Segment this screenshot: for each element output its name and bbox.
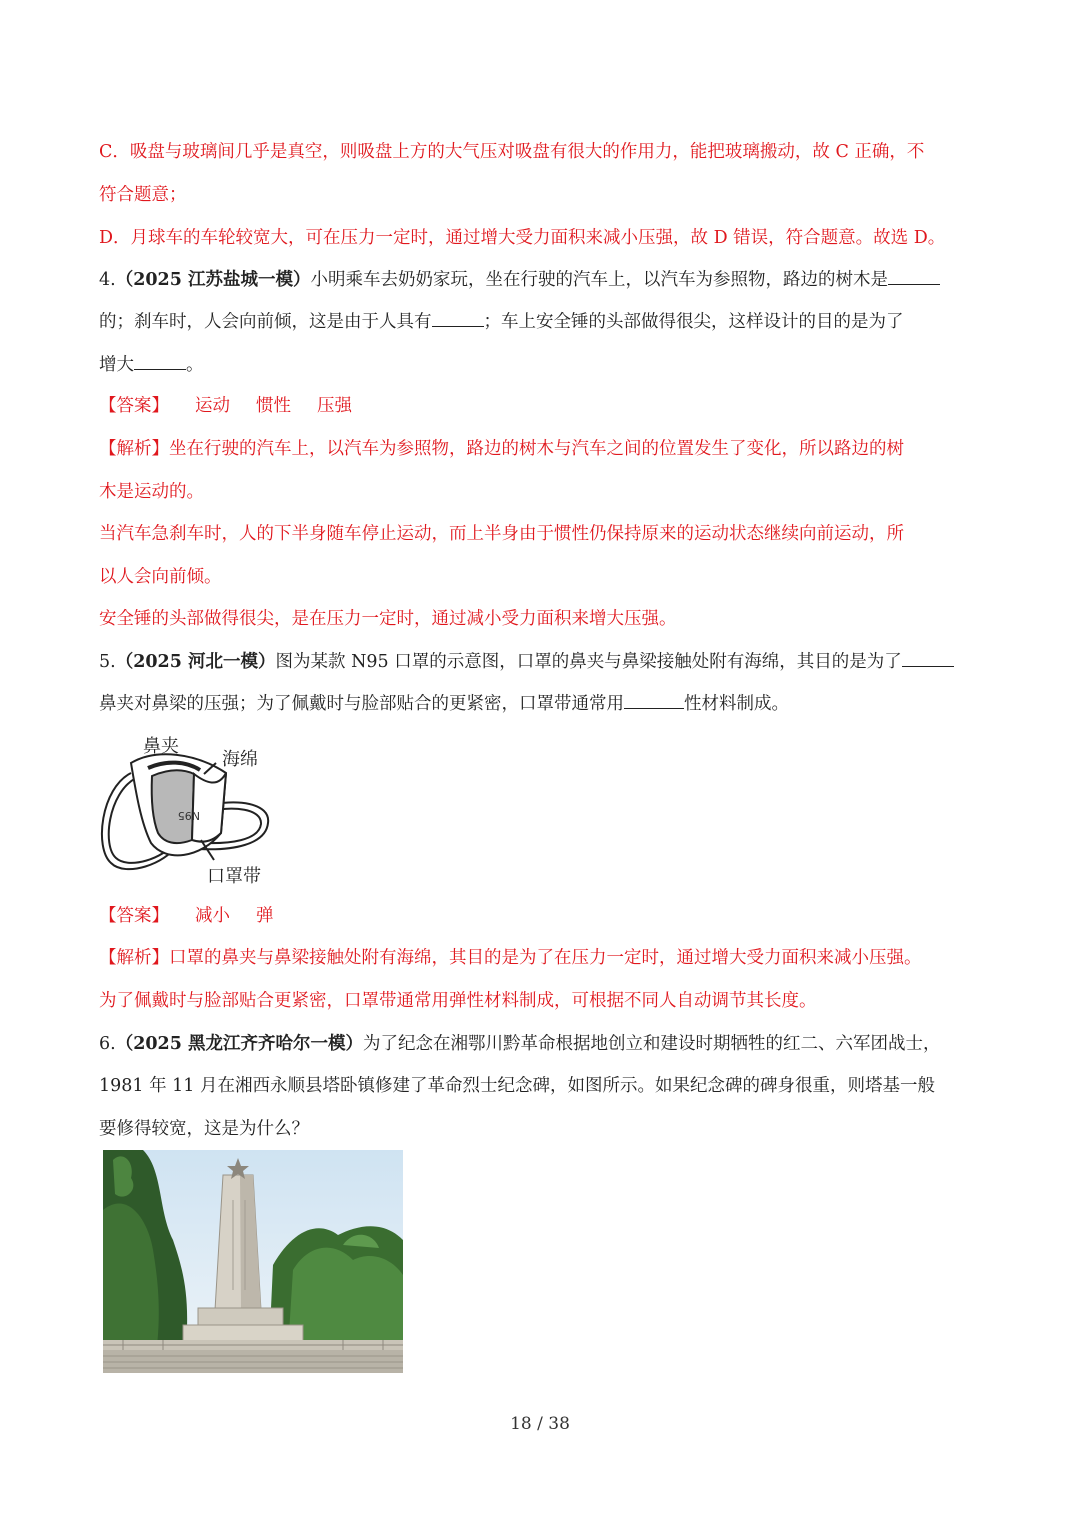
page-number: 18 / 38 [510, 1414, 570, 1434]
mask-n95-text: N95 [177, 809, 200, 822]
q5-number: 5. [99, 652, 116, 672]
q4-number: 4. [99, 270, 116, 290]
q4-stem-line1 [99, 268, 984, 292]
q4-blank-1 [888, 268, 940, 285]
q4-stem-line3 [99, 353, 984, 377]
q4-analysis-line1 [99, 437, 984, 461]
q4-stem-line2 [99, 310, 984, 334]
q6-number: 6. [99, 1034, 116, 1054]
q6-text1: 为了纪念在湘鄂川黔革命根据地创立和建设时期牺牲的红二、六军团战士， [363, 1034, 941, 1054]
q5-analysis-text1: 口罩的鼻夹与鼻梁接触处附有海绵，其目的是为了在压力一定时，通过增大受力面积来减小压强。 [169, 948, 922, 968]
q4-answer [99, 394, 984, 418]
q4-text2a: 的；刹车时，人会向前倾，这是由于人具有 [99, 312, 432, 332]
q5-analysis-line1 [99, 946, 984, 970]
q4-blank-3 [134, 353, 186, 370]
q6-stem-line2: 1981 年 11 月在湘西永顺县塔卧镇修建了革命烈士纪念碑，如图所示。如果纪念碑的碑身很重，则塔基一般 [99, 1076, 935, 1096]
q6-stem-line3: 要修得较宽，这是为什么？ [99, 1119, 309, 1139]
figure-label-nose-clip: 鼻夹 [143, 736, 179, 757]
q6-stem-line1 [99, 1032, 984, 1056]
analysis-option-c-line2: 符合题意； [99, 185, 187, 205]
q4-analysis-line3: 当汽车急刹车时，人的下半身随车停止运动，而上半身由于惯性仍保持原来的运动状态继续向前运动，所 [99, 524, 904, 544]
q4-answer-2: 惯性 [256, 396, 291, 416]
q5-text2b: 性材料制成。 [684, 694, 789, 714]
figure-label-sponge: 海绵 [222, 749, 258, 770]
q5-stem-line2 [99, 692, 984, 716]
q4-text3a: 增大 [99, 355, 134, 375]
q4-source: （2025 江苏盐城一模） [115, 270, 311, 290]
q5-blank-2 [624, 692, 684, 709]
q5-text1: 图为某款 N95 口罩的示意图，口罩的鼻夹与鼻梁接触处附有海绵，其目的是为了 [275, 652, 902, 672]
analysis-option-d-line: D．月球车的车轮较宽大，可在压力一定时，通过增大受力面积来减小压强，故 D 错误，符合题意。故选 D。 [99, 228, 946, 248]
monument-photo [103, 1150, 403, 1373]
q5-text2a: 鼻夹对鼻梁的压强；为了佩戴时与脸部贴合的更紧密，口罩带通常用 [99, 694, 624, 714]
q4-answer-1: 运动 [195, 396, 230, 416]
q4-text3b: 。 [186, 355, 204, 375]
q4-answer-3: 压强 [317, 396, 352, 416]
figure-label-strap: 口罩带 [207, 866, 261, 887]
q4-blank-2 [432, 310, 484, 327]
q4-analysis-line2: 木是运动的。 [99, 482, 204, 502]
q5-stem-line1 [99, 650, 984, 674]
q5-blank-1 [902, 650, 954, 667]
q4-analysis-line4: 以人会向前倾。 [99, 567, 222, 587]
q5-source: （2025 河北一模） [115, 652, 276, 672]
q4-text1: 小明乘车去奶奶家玩，坐在行驶的汽车上，以汽车为参照物，路边的树木是 [310, 270, 889, 290]
q4-text2b: ；车上安全锤的头部做得很尖，这样设计的目的是为了 [483, 312, 904, 332]
q4-analysis-label: 【解析】 [99, 439, 169, 459]
q5-answer-1: 减小 [195, 906, 230, 926]
q5-answer [99, 904, 984, 928]
q5-answer-label: 【答案】 [99, 906, 169, 926]
q4-analysis-text1: 坐在行驶的汽车上，以汽车为参照物，路边的树木与汽车之间的位置发生了变化，所以路边的树 [169, 439, 904, 459]
q4-analysis-line5: 安全锤的头部做得很尖，是在压力一定时，通过减小受力面积来增大压强。 [99, 609, 677, 629]
q5-analysis-label: 【解析】 [99, 948, 169, 968]
q5-answer-2: 弹 [256, 906, 274, 926]
analysis-option-c-line1: C．吸盘与玻璃间几乎是真空，则吸盘上方的大气压对吸盘有很大的作用力，能把玻璃搬动，故 C 正确，不 [99, 142, 925, 162]
q5-analysis-line2: 为了佩戴时与脸部贴合更紧密，口罩带通常用弹性材料制成，可根据不同人自动调节其长度。 [99, 991, 817, 1011]
q6-source: （2025 黑龙江齐齐哈尔一模） [115, 1034, 364, 1054]
q4-answer-label: 【答案】 [99, 396, 169, 416]
